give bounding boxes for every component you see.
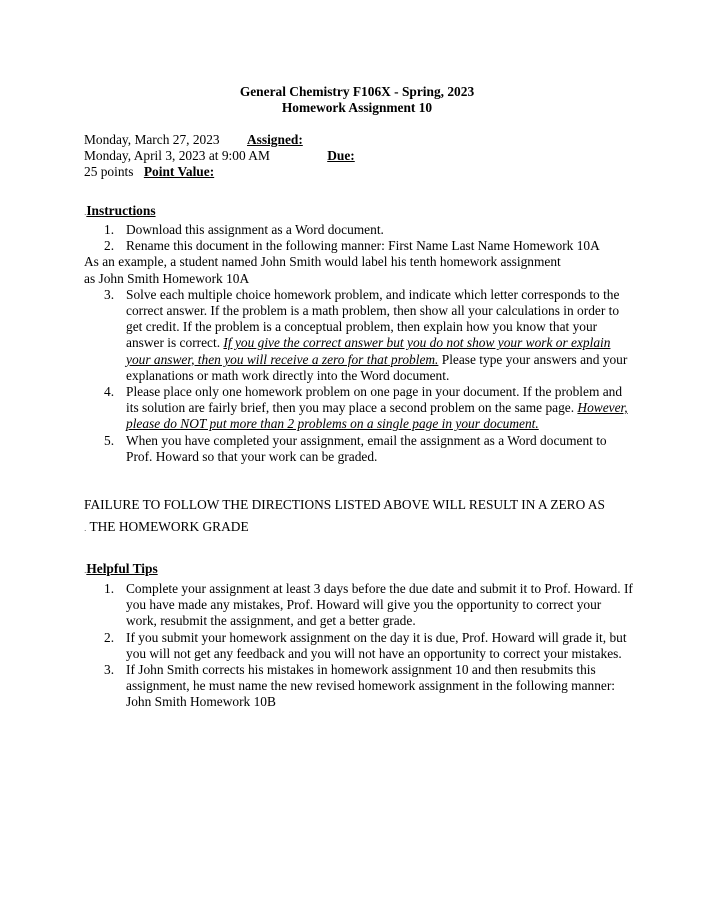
list-number: 5. — [104, 432, 115, 448]
due-row — [84, 148, 355, 164]
due-label: Due: — [327, 148, 355, 163]
points-label: Point Value: — [143, 164, 215, 179]
instruction-2-example-line2: as John Smith Homework 10A — [84, 270, 250, 286]
tip-2: If you submit your homework assignment on the day it is due, Prof. Howard will grade it, but you will not get any feedback and you will not have an opportunity to correct your mistakes. — [126, 629, 627, 661]
list-item — [84, 238, 634, 287]
list-item — [84, 581, 634, 630]
instruction-3-emphasis: If you give the correct answer but you do not show your work or explain your answer, then you will receive a zero for that problem. — [126, 335, 611, 367]
list-number: 3. — [104, 286, 115, 302]
instruction-1: Download this assignment as a Word document. — [126, 222, 384, 237]
points-value: 25 points — [84, 164, 134, 179]
tips-list — [84, 581, 634, 711]
instruction-2: Rename this document in the following manner: First Name Last Name Homework 10A — [126, 238, 600, 254]
list-number: 2. — [104, 238, 115, 254]
paragraph-marker: · — [84, 569, 87, 577]
paragraph-marker: · — [84, 211, 87, 219]
list-number: 3. — [104, 662, 115, 678]
instruction-2-example-line1: As an example, a student named John Smith would label his tenth homework assignment — [84, 254, 561, 270]
list-item — [84, 287, 634, 384]
list-item — [84, 630, 634, 662]
warning-line2 — [84, 519, 249, 539]
instructions-list — [84, 222, 634, 465]
instruction-4-emphasis: However, please do NOT put more than 2 problems on a single page in your document. — [126, 400, 628, 432]
assigned-label: Assigned: — [246, 132, 303, 147]
paragraph-marker: · — [84, 527, 87, 535]
instruction-4: Please place only one homework problem on one page in your document. If the problem and its solution are fairly brief, then you may place a second problem on the same page. — [126, 384, 623, 416]
points-row — [84, 164, 214, 180]
document-title — [0, 84, 714, 116]
tip-1: Complete your assignment at least 3 days before the due date and submit it to Prof. Howard. If you have made any mistakes, Prof. Howard will give you the opportunity to correct your work, resubmit the assignment, and get a better grade. — [126, 581, 633, 629]
list-item — [84, 662, 634, 711]
assigned-row — [84, 132, 303, 148]
instructions-heading-text: Instructions — [86, 203, 156, 218]
list-number: 1. — [104, 581, 115, 596]
list-item — [84, 384, 634, 433]
due-date: Monday, April 3, 2023 at 9:00 AM — [84, 148, 270, 163]
course-title: General Chemistry F106X - Spring, 2023 — [239, 84, 475, 99]
instruction-3: Solve each multiple choice homework problem, and indicate which letter corresponds to the correct answer. If the problem is a math problem, then show all your calculations in order to get credit. If the problem is a conceptual problem, then explain how you know that your answer is correct. — [126, 286, 620, 351]
tip-3: If John Smith corrects his mistakes in homework assignment 10 and then resubmits this assignment, he must name the new revised homework assignment in the following manner: John Smith Homework 10B — [126, 662, 616, 710]
tips-heading — [84, 561, 158, 581]
list-number: 2. — [104, 629, 115, 645]
instruction-5: When you have completed your assignment, email the assignment as a Word document to Prof. Howard so that your work can be graded. — [126, 432, 607, 464]
assigned-date: Monday, March 27, 2023 — [84, 132, 220, 147]
instruction-3-tail: Please type your answers and your explanations or math work directly into the Word document. — [126, 351, 628, 383]
warning-line2-text: THE HOMEWORK GRADE — [86, 519, 249, 534]
list-item — [84, 433, 634, 465]
warning-line1: FAILURE TO FOLLOW THE DIRECTIONS LISTED ABOVE WILL RESULT IN A ZERO AS — [84, 497, 606, 512]
instructions-heading — [84, 203, 156, 223]
list-number: 4. — [104, 384, 115, 400]
list-item — [84, 222, 634, 238]
list-number: 1. — [104, 222, 115, 237]
assignment-title: Homework Assignment 10 — [281, 100, 433, 116]
tips-heading-text: Helpful Tips — [86, 561, 158, 576]
